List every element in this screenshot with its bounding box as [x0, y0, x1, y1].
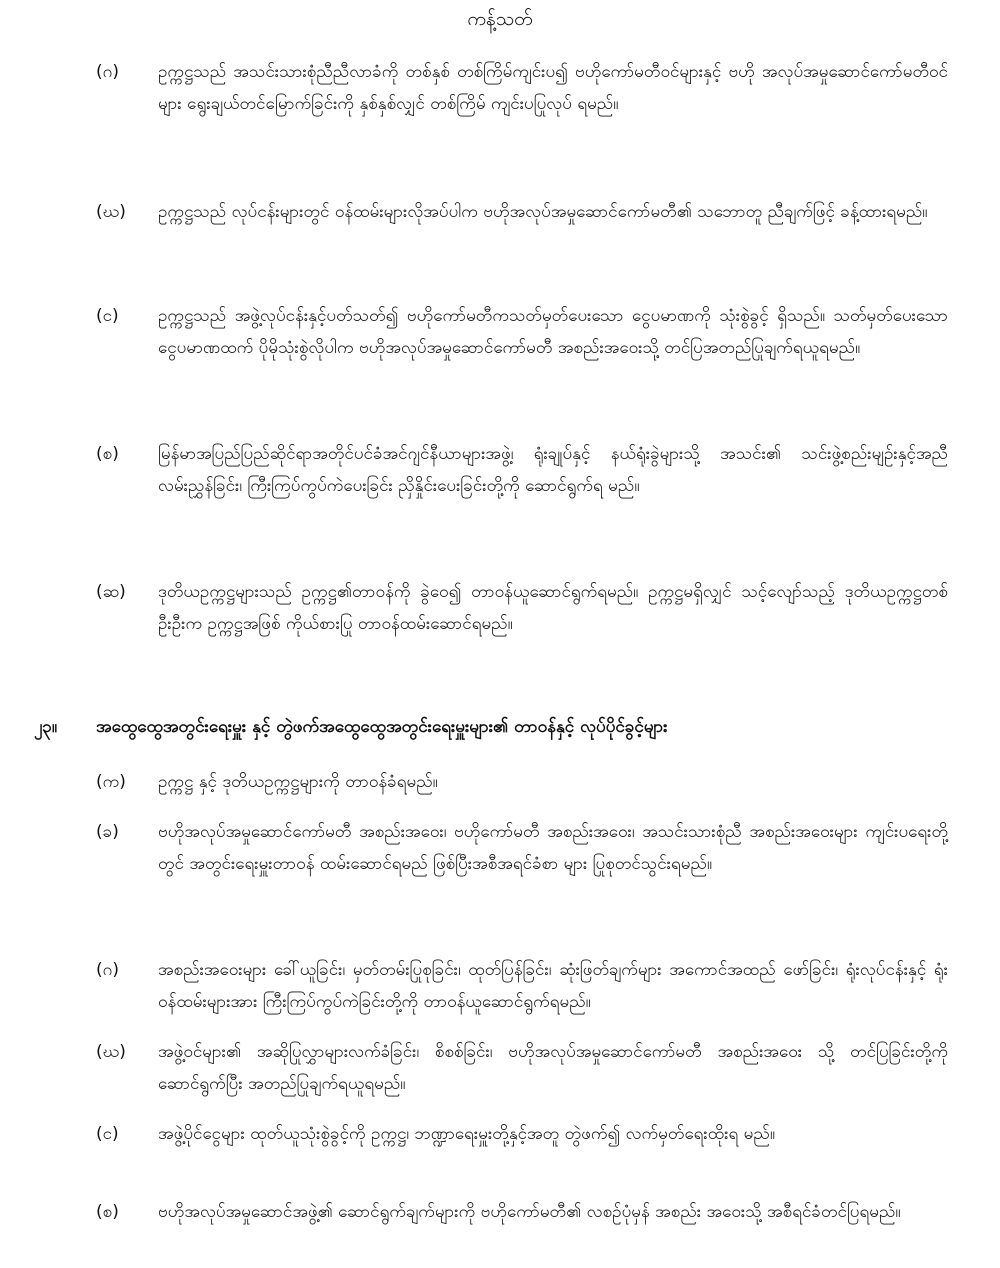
- clause-text: ဗဟိုအလုပ်အမှုဆောင်အဖွဲ့၏ ဆောင်ရွက်ချက်များကို ဗဟိုကော်မတီ၏ လစဉ်ပုံမှန် အစည်း အဝေးသို့ အစီရင်ခံတင်ပြရမည်။: [158, 1202, 901, 1222]
- clause-sa-2: [96, 1196, 948, 1228]
- clause-marker: (ဆ): [96, 582, 126, 602]
- clause-marker: (က): [96, 772, 126, 792]
- clause-marker: (ဂ): [96, 960, 119, 980]
- section-number: ၂၃။: [34, 717, 58, 737]
- page-header: ကန့်သတ်: [467, 8, 533, 30]
- clause-text: ဥက္ကဋ္ဌသည် အဖွဲ့လုပ်ငန်းနှင့်ပတ်သတ်၍ ဗဟိုကော်မတီကသတ်မှတ်ပေးသော ငွေပမာဏကို သုံးစွဲခွင့် ရှိသည်။ သတ်မှတ်ပေးသော ငွေပမာဏထက် ပိုမိုသုံးစွဲလိုပါက ဗဟိုအလုပ်အမှုဆောင်ကော်မတီ အစည်းအဝေးသို့ တင်ပြအတည်ပြုချက်ရယူရမည်။: [158, 306, 948, 358]
- clause-sa: [96, 438, 948, 502]
- clause-gha-2: [96, 1036, 948, 1100]
- clause-marker: (စ): [96, 444, 119, 464]
- clause-marker: (င): [96, 1124, 119, 1144]
- clause-text: အစည်းအဝေးများ ခေါ်ယူခြင်း၊ မှတ်တမ်းပြုစုခြင်း၊ ထုတ်ပြန်ခြင်း၊ ဆုံးဖြတ်ချက်များ အကောင်အထည် ဖော်ခြင်း၊ ရုံးလုပ်ငန်းနှင့် ရုံးဝန်ထမ်းများအား ကြီးကြပ်ကွပ်ကဲခြင်းတို့ကို တာဝန်ယူဆောင်ရွက်ရမည်။: [158, 960, 948, 1012]
- clause-text: ဥက္ကဋ္ဌသည် အသင်းသားစုံညီညီလာခံကို တစ်နှစ် တစ်ကြိမ်ကျင်းပ၍ ဗဟိုကော်မတီဝင်များနှင့် ဗဟို အလုပ်အမှုဆောင်ကော်မတီဝင်များ ရွေးချယ်တင်မြောက်ခြင်းကို နှစ်နှစ်လျှင် တစ်ကြိမ် ကျင်းပပြုလုပ် ရမည်။: [158, 62, 948, 114]
- clause-text: မြန်မာအပြည်ပြည်ဆိုင်ရာအတိုင်ပင်ခံအင်ဂျင်နီယာများအဖွဲ့၊ ရုံးချုပ်နှင့် နယ်ရုံးခွဲများသို့ အသင်း၏ သင်းဖွဲ့စည်းမျဉ်းနှင့်အညီ လမ်းညွှန်ခြင်း၊ ကြီးကြပ်ကွပ်ကဲပေးခြင်း ညှိနှိုင်းပေးခြင်းတို့ကို ဆောင်ရွက်ရ မည်။: [158, 444, 948, 496]
- clause-text: အဖွဲ့ပိုင်ငွေများ ထုတ်ယူသုံးစွဲခွင့်ကို ဥက္ကဋ္ဌ၊ ဘဏ္ဍာရေးမှူးတို့နှင့်အတူ တွဲဖက်၍ လက်မှတ်ရေးထိုးရ မည်။: [158, 1124, 775, 1144]
- clause-marker: (ဃ): [96, 202, 126, 222]
- clause-kha: [96, 816, 948, 880]
- clause-marker: (င): [96, 306, 119, 326]
- clause-hsa: [96, 576, 948, 640]
- clause-text: အဖွဲ့ဝင်များ၏ အဆိုပြုလွှာများလက်ခံခြင်း၊ စိစစ်ခြင်း၊ ဗဟိုအလုပ်အမှုဆောင်ကော်မတီ အစည်းအဝေး သို့ တင်ပြခြင်းတို့ကို ဆောင်ရွက်ပြီး အတည်ပြုချက်ရယူရမည်။: [158, 1042, 948, 1094]
- clause-gha: [96, 196, 948, 228]
- clause-text: ဒုတိယဥက္ကဋ္ဌများသည် ဥက္ကဋ္ဌ၏တာဝန်ကို ခွဲဝေ၍ တာဝန်ယူဆောင်ရွက်ရမည်။ ဥက္ကဋ္ဌမရှိလျှင် သင့်လျော်သည့် ဒုတိယဥက္ကဋ္ဌတစ်ဦးဦးက ဥက္ကဋ္ဌအဖြစ် ကိုယ်စားပြု တာဝန်ထမ်းဆောင်ရမည်။: [158, 582, 948, 634]
- clause-nga-2: [96, 1118, 948, 1150]
- clause-text: ဥက္ကဋ္ဌ နှင့် ဒုတိယဥက္ကဋ္ဌများကို တာဝန်ခံရမည်။: [158, 772, 438, 792]
- clause-text: ဗဟိုအလုပ်အမှုဆောင်ကော်မတီ အစည်းအဝေး၊ ဗဟိုကော်မတီ အစည်းအဝေး၊ အသင်းသားစုံညီ အစည်းအဝေးများ ကျင်းပရေးတို့တွင် အတွင်းရေးမှူးတာဝန် ထမ်းဆောင်ရမည် ဖြစ်ပြီးအစီအရင်ခံစာ များ ပြုစုတင်သွင်းရမည်။: [158, 822, 948, 874]
- clause-ga-2: [96, 954, 948, 1018]
- section-title: အထွေထွေအတွင်းရေးမှူး နှင့် တွဲဖက်အထွေထွေအတွင်းရေးမှူးများ၏ တာဝန်နှင့် လုပ်ပိုင်ခွင့်များ: [96, 717, 668, 737]
- section-heading: [34, 712, 948, 742]
- clause-marker: (စ): [96, 1202, 119, 1222]
- clause-marker: (ဃ): [96, 1042, 126, 1062]
- clause-marker: (ဂ): [96, 62, 119, 82]
- clause-ga: [96, 56, 948, 120]
- clause-marker: (ခ): [96, 822, 119, 842]
- clause-nga: [96, 300, 948, 364]
- clause-ka: [96, 766, 948, 798]
- clause-text: ဥက္ကဋ္ဌသည် လုပ်ငန်းများတွင် ဝန်ထမ်းများလိုအပ်ပါက ဗဟိုအလုပ်အမှုဆောင်ကော်မတီ၏ သဘောတူ ညီချက်ဖြင့် ခန့်ထားရမည်။: [158, 202, 928, 222]
